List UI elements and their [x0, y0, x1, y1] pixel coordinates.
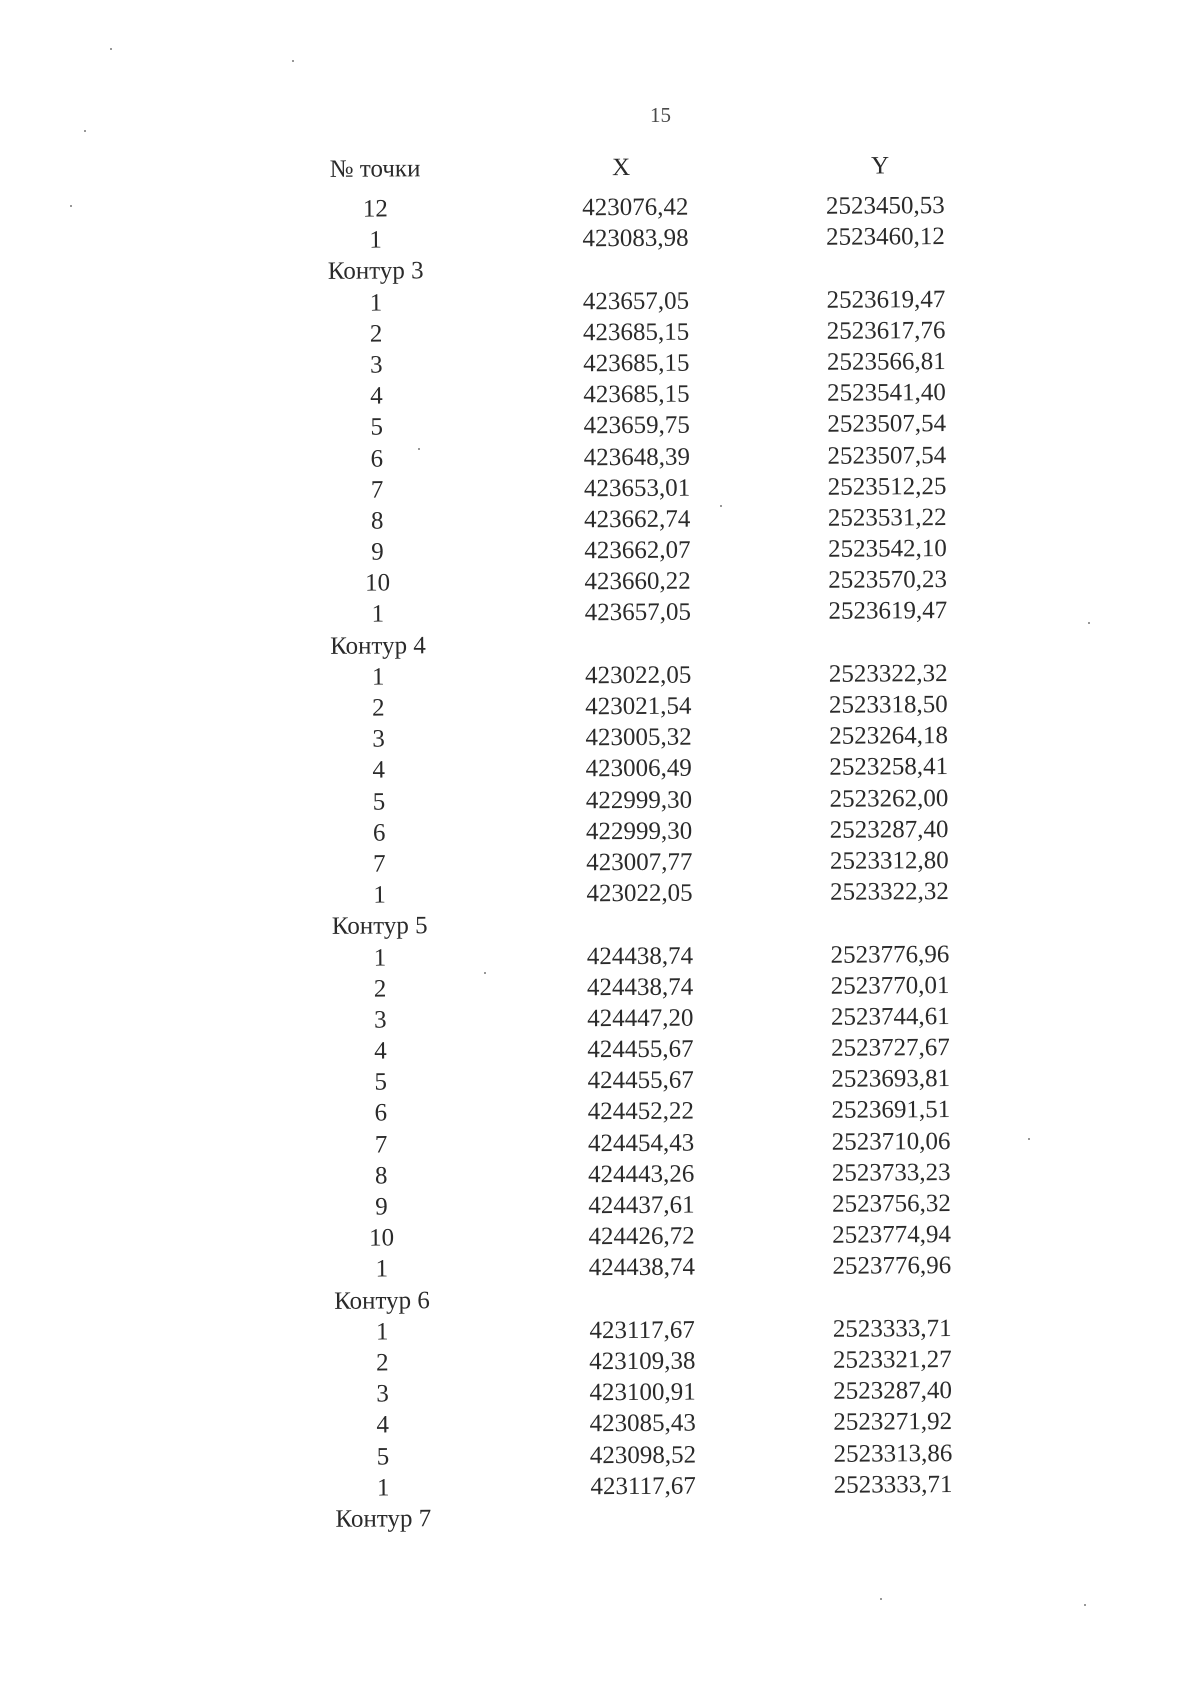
header-x: X	[611, 153, 631, 182]
scan-speck	[84, 130, 86, 132]
table-row	[302, 440, 1022, 476]
table-row	[304, 752, 1024, 788]
table-row	[303, 596, 1023, 632]
scan-speck	[418, 448, 420, 450]
point-number-cell: 2	[376, 1349, 389, 1377]
table-row	[304, 783, 1024, 819]
x-coordinate-cell: 423100,91	[589, 1378, 696, 1407]
point-number-cell: 1	[373, 881, 386, 909]
x-coordinate-cell: 423659,75	[583, 411, 690, 440]
y-coordinate-cell: 2523507,54	[827, 441, 947, 470]
contour-label: Контур 6	[334, 1286, 430, 1315]
table-row	[304, 814, 1024, 850]
y-coordinate-cell: 2523512,25	[827, 472, 947, 501]
scan-speck	[70, 205, 72, 207]
y-coordinate-cell: 2523264,18	[829, 722, 949, 750]
table-row	[305, 939, 1025, 975]
x-coordinate-cell: 424437,61	[588, 1191, 695, 1220]
x-coordinate-cell: 423022,05	[586, 879, 693, 908]
contour-label: Контур 5	[331, 912, 428, 941]
x-coordinate-cell: 424447,20	[587, 1004, 694, 1033]
contour-heading-row	[307, 1282, 1027, 1318]
y-coordinate-cell: 2523542,10	[827, 535, 947, 563]
point-number-cell: 4	[374, 1037, 387, 1065]
table-row	[301, 315, 1021, 351]
coordinates-table	[300, 151, 1028, 1536]
y-coordinate-cell: 2523727,67	[831, 1034, 950, 1062]
y-coordinate-cell: 2523691,51	[831, 1096, 951, 1125]
x-coordinate-cell: 423657,05	[582, 287, 690, 315]
table-row	[306, 1126, 1026, 1162]
scan-speck	[1028, 1138, 1030, 1140]
point-number-cell: 5	[376, 1442, 390, 1471]
point-number-cell: 4	[372, 756, 386, 784]
page-number: 15	[650, 103, 671, 127]
table-row	[308, 1407, 1028, 1443]
point-number-cell: 3	[369, 351, 383, 379]
x-coordinate-cell: 423662,07	[584, 536, 691, 565]
point-number-cell: 10	[365, 569, 391, 597]
scan-speck	[1088, 622, 1090, 624]
point-number-cell: 7	[372, 850, 386, 878]
x-coordinate-cell: 423685,15	[582, 318, 690, 347]
contour-heading-row	[303, 627, 1023, 663]
header-point-number: № точки	[329, 155, 421, 183]
point-number-cell: 10	[369, 1224, 395, 1252]
y-coordinate-cell: 2523312,80	[829, 846, 949, 875]
table-row	[300, 191, 1020, 227]
point-number-cell: 1	[375, 1255, 389, 1283]
table-row	[307, 1376, 1027, 1412]
x-coordinate-cell: 424438,74	[586, 942, 694, 970]
y-coordinate-cell: 2523450,53	[825, 192, 945, 220]
point-number-cell: 9	[375, 1193, 388, 1221]
y-coordinate-cell: 2523321,27	[832, 1345, 952, 1374]
point-number-cell: 6	[372, 819, 386, 847]
table-row	[303, 690, 1023, 726]
table-row	[302, 471, 1022, 507]
scan-speck	[1084, 1604, 1086, 1606]
x-coordinate-cell: 423007,77	[586, 848, 693, 877]
x-coordinate-cell: 423083,98	[582, 224, 689, 253]
x-coordinate-cell: 423022,05	[584, 661, 692, 690]
y-coordinate-cell: 2523271,92	[833, 1408, 953, 1437]
point-number-cell: 2	[372, 694, 385, 722]
point-number-cell: 2	[369, 320, 383, 348]
table-row	[307, 1313, 1027, 1349]
table-row	[303, 565, 1023, 601]
x-coordinate-cell: 423021,54	[585, 692, 692, 721]
table-row	[306, 1095, 1026, 1131]
point-number-cell: 1	[376, 1474, 390, 1502]
point-number-cell: 6	[370, 444, 384, 473]
x-coordinate-cell: 424455,67	[587, 1035, 694, 1064]
y-coordinate-cell: 2523776,96	[830, 940, 950, 969]
y-coordinate-cell: 2523744,61	[830, 1002, 950, 1031]
table-row	[303, 658, 1023, 694]
point-number-cell: 7	[374, 1131, 388, 1159]
table-row	[305, 970, 1025, 1006]
y-coordinate-cell: 2523333,71	[833, 1470, 953, 1499]
contour-heading-row	[305, 908, 1025, 944]
point-number-cell: 1	[371, 600, 385, 629]
point-number-cell: 3	[376, 1380, 389, 1408]
table-row	[304, 877, 1024, 913]
x-coordinate-cell: 424438,74	[588, 1253, 696, 1282]
scan-speck	[484, 972, 486, 974]
y-coordinate-cell: 2523776,96	[832, 1252, 952, 1281]
point-number-cell: 5	[374, 1068, 387, 1096]
x-coordinate-cell: 423685,15	[583, 380, 690, 409]
table-row	[305, 1001, 1025, 1037]
table-row	[301, 378, 1021, 414]
y-coordinate-cell: 2523756,32	[831, 1190, 951, 1218]
x-coordinate-cell: 423660,22	[584, 567, 691, 596]
point-number-cell: 5	[372, 788, 386, 816]
contour-heading-row	[308, 1500, 1028, 1536]
point-number-cell: 2	[373, 975, 387, 1003]
point-number-cell: 4	[376, 1411, 390, 1439]
point-number-cell: 3	[372, 725, 385, 753]
y-coordinate-cell: 2523333,71	[832, 1314, 952, 1343]
scan-speck	[110, 48, 112, 50]
point-number-cell: 5	[370, 413, 383, 441]
x-coordinate-cell: 424438,74	[586, 973, 694, 1001]
table-row	[306, 1064, 1026, 1100]
scan-speck	[880, 1598, 882, 1600]
point-number-cell: 1	[371, 663, 385, 691]
x-coordinate-cell: 423098,52	[589, 1441, 697, 1469]
point-number-cell: 4	[370, 382, 383, 410]
point-number-cell: 1	[375, 1318, 389, 1346]
x-coordinate-cell: 423662,74	[584, 505, 691, 534]
y-coordinate-cell: 2523774,94	[832, 1221, 952, 1249]
x-coordinate-cell: 423085,43	[589, 1409, 696, 1438]
y-coordinate-cell: 2523258,41	[829, 753, 949, 782]
x-coordinate-cell: 424454,43	[587, 1129, 695, 1157]
point-number-cell: 8	[370, 507, 384, 535]
x-coordinate-cell: 423685,15	[583, 349, 690, 378]
x-coordinate-cell: 422999,30	[585, 786, 693, 814]
scan-speck	[720, 505, 722, 507]
x-coordinate-cell: 423076,42	[582, 193, 689, 222]
point-number-cell: 7	[370, 476, 384, 504]
table-row	[306, 1189, 1026, 1225]
table-row	[302, 502, 1022, 538]
table-row	[307, 1220, 1027, 1256]
table-row	[308, 1438, 1028, 1474]
scan-speck	[292, 60, 294, 62]
table-row	[308, 1469, 1028, 1505]
y-coordinate-cell: 2523262,00	[829, 784, 949, 813]
y-coordinate-cell: 2523531,22	[827, 503, 947, 532]
table-row	[300, 222, 1020, 258]
point-number-cell: 9	[371, 538, 384, 566]
table-row	[307, 1345, 1027, 1381]
y-coordinate-cell: 2523318,50	[828, 691, 948, 719]
x-coordinate-cell: 423005,32	[585, 723, 692, 752]
point-number-cell: 8	[374, 1162, 388, 1190]
point-number-cell: 1	[369, 289, 383, 317]
point-number-cell: 6	[374, 1099, 388, 1127]
y-coordinate-cell: 2523733,23	[831, 1158, 951, 1187]
y-coordinate-cell: 2523507,54	[827, 410, 947, 439]
table-row	[304, 846, 1024, 882]
x-coordinate-cell: 423653,01	[583, 474, 691, 502]
x-coordinate-cell: 424455,67	[587, 1066, 694, 1095]
y-coordinate-cell: 2523287,40	[829, 815, 949, 844]
x-coordinate-cell: 423109,38	[589, 1347, 696, 1376]
y-coordinate-cell: 2523322,32	[828, 659, 948, 688]
x-coordinate-cell: 423657,05	[584, 599, 692, 627]
table-row	[301, 284, 1021, 320]
y-coordinate-cell: 2523770,01	[830, 971, 950, 1000]
y-coordinate-cell: 2523619,47	[828, 597, 948, 626]
x-coordinate-cell: 423006,49	[585, 754, 692, 783]
table-row	[306, 1157, 1026, 1193]
y-coordinate-cell: 2523322,32	[830, 878, 949, 906]
y-coordinate-cell: 2523460,12	[826, 223, 945, 251]
y-coordinate-cell: 2523693,81	[831, 1065, 951, 1094]
y-coordinate-cell: 2523287,40	[833, 1377, 953, 1405]
x-coordinate-cell: 423117,67	[590, 1472, 696, 1500]
x-coordinate-cell: 424443,26	[588, 1160, 695, 1189]
table-row	[303, 721, 1023, 757]
y-coordinate-cell: 2523541,40	[827, 379, 946, 407]
x-coordinate-cell: 424452,22	[587, 1098, 695, 1126]
y-coordinate-cell: 2523313,86	[833, 1439, 953, 1468]
contour-label: Контур 7	[335, 1505, 432, 1533]
x-coordinate-cell: 424426,72	[588, 1222, 695, 1251]
contour-label: Контур 4	[330, 631, 426, 660]
table-row	[302, 534, 1022, 570]
x-coordinate-cell: 423648,39	[583, 443, 691, 471]
x-coordinate-cell: 422999,30	[585, 817, 693, 846]
table-row	[305, 1033, 1025, 1069]
y-coordinate-cell: 2523619,47	[826, 285, 946, 314]
table-header	[300, 151, 1020, 195]
point-number-cell: 1	[373, 943, 387, 972]
x-coordinate-cell: 423117,67	[589, 1316, 695, 1345]
point-number-cell: 1	[369, 226, 382, 254]
y-coordinate-cell: 2523566,81	[826, 347, 946, 376]
point-number-cell: 3	[373, 1006, 387, 1034]
table-row	[302, 409, 1022, 445]
point-number-cell: 12	[362, 195, 388, 223]
y-coordinate-cell: 2523617,76	[826, 316, 946, 345]
table-row	[307, 1251, 1027, 1287]
y-coordinate-cell: 2523710,06	[831, 1127, 951, 1156]
contour-label: Контур 3	[327, 257, 424, 286]
contour-heading-row	[301, 253, 1021, 289]
table-body	[300, 191, 1028, 1536]
header-y: Y	[870, 152, 890, 180]
y-coordinate-cell: 2523570,23	[828, 566, 948, 595]
table-row	[301, 347, 1021, 383]
